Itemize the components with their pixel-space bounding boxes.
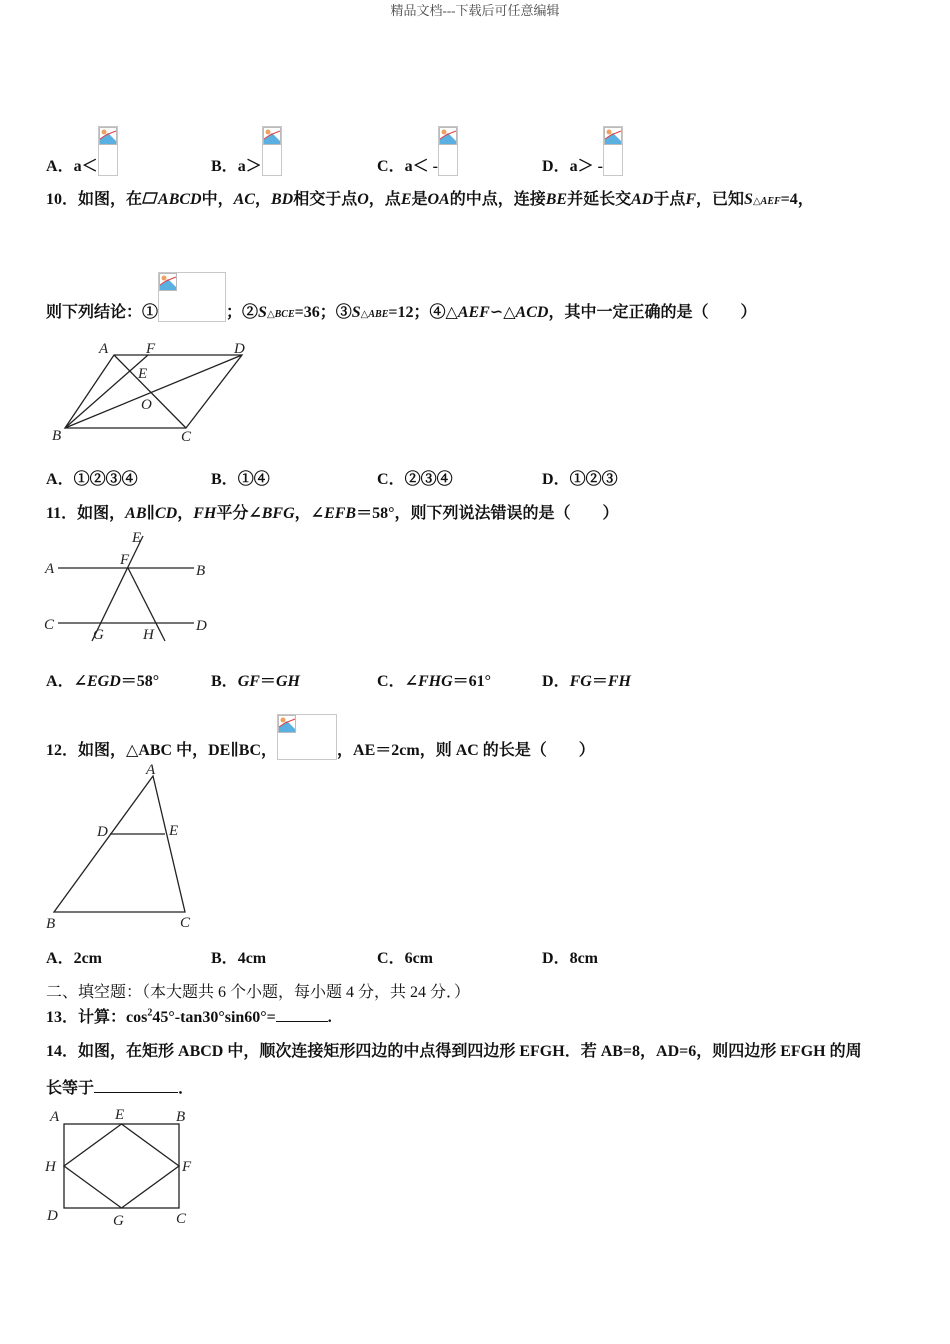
answer-blank[interactable]	[94, 1092, 178, 1093]
label-E: E	[138, 366, 148, 382]
label-E: E	[132, 530, 142, 546]
q10-option-b[interactable]: B．①④	[211, 471, 270, 488]
q12-option-c[interactable]: C．6cm	[377, 950, 434, 967]
q12-option-d[interactable]: D．8cm	[542, 950, 599, 967]
q13-stem: 13．计算：$\cos^245^\circ-\tan 30^\circ\sin 60^\circ=$ .	[46, 1007, 332, 1026]
q10-option-c[interactable]: C．②③④	[377, 471, 453, 488]
q10-stem-line1: 10．如图，在 ABCD中，AC，BD相交于点O，点E是OA的中点，连接BE并延长交AD于点F，已知S△AEF=4，	[46, 191, 814, 208]
q11-option-a[interactable]: A．∠EGD＝58°	[46, 673, 160, 690]
q12-stem: 12．如图，△ABC 中，DE∥BC， ，AE＝2cm，则 AC 的长是（ ）	[46, 714, 595, 760]
section-2-heading: 二、填空题：（本大题共 6 个小题，每小题 4 分，共 24 分．）	[46, 984, 471, 1001]
broken-image-icon	[603, 126, 623, 176]
label-C: C	[44, 617, 55, 633]
q12-option-a[interactable]: A．2cm	[46, 950, 103, 967]
q14-rectangle-figure	[40, 1102, 210, 1230]
q11-option-c[interactable]: C．∠FHG＝61°	[377, 673, 492, 690]
parallelogram-symbol-icon	[142, 191, 158, 209]
label-B: B	[176, 1109, 186, 1125]
q10-option-a[interactable]: A．①②③④	[46, 471, 138, 488]
label-C: C	[180, 915, 191, 931]
label-A: A	[45, 561, 55, 577]
label-G: G	[113, 1213, 124, 1229]
q12-triangle-figure	[40, 758, 210, 934]
label-O: O	[141, 397, 152, 413]
q11-option-d[interactable]: D．FG＝FH	[542, 673, 631, 690]
label-F: F	[120, 552, 130, 568]
broken-image-icon	[158, 272, 226, 322]
label-H: H	[143, 627, 154, 643]
broken-image-icon	[262, 126, 282, 176]
q11-parallel-lines-figure	[40, 528, 220, 648]
label-C: C	[176, 1211, 187, 1227]
q9-option-b[interactable]: B．a＞	[211, 126, 282, 176]
label-E: E	[115, 1107, 125, 1123]
q10-parallelogram-figure	[46, 336, 256, 448]
q9-option-d[interactable]: D．a＞ -	[542, 126, 623, 176]
label-D: D	[97, 824, 108, 840]
label-D: D	[196, 618, 207, 634]
label-H: H	[45, 1159, 56, 1175]
label-G: G	[93, 627, 104, 643]
label-C: C	[181, 429, 192, 445]
label-A: A	[50, 1109, 60, 1125]
label-D: D	[47, 1208, 58, 1224]
label-A: A	[99, 341, 109, 357]
q14-stem-line1: 14．如图，在矩形 ABCD 中，顺次连接矩形四边的中点得到四边形 EFGH．若 AB=8，AD=6，则四边形 EFGH 的周	[46, 1043, 862, 1060]
broken-image-icon	[277, 714, 337, 760]
label-B: B	[196, 563, 206, 579]
label-F: F	[182, 1159, 192, 1175]
page-header: 精品文档---下载后可任意编辑	[390, 3, 560, 18]
answer-blank[interactable]	[276, 1021, 328, 1022]
q11-option-b[interactable]: B．GF＝GH	[211, 673, 300, 690]
label-F: F	[146, 341, 156, 357]
q10-stem-line2: 则下列结论：① ；②S△BCE=36；③S△ABE=12；④△AEF∽△ACD，其中一定正确的是（ ）	[46, 272, 756, 322]
label-A: A	[146, 762, 156, 778]
label-B: B	[52, 428, 62, 444]
q9-option-c[interactable]: C．a＜ -	[377, 126, 458, 176]
label-B: B	[46, 916, 56, 932]
q11-stem: 11．如图，AB∥CD，FH平分∠BFG，∠EFB＝58°，则下列说法错误的是（ ）	[46, 505, 619, 522]
q14-stem-line2: 长等于 ．	[46, 1080, 195, 1097]
broken-image-icon	[98, 126, 118, 176]
q9-option-a[interactable]: A．a＜	[46, 126, 118, 176]
broken-image-icon	[438, 126, 458, 176]
label-E: E	[169, 823, 179, 839]
label-D: D	[234, 341, 245, 357]
q12-option-b[interactable]: B．4cm	[211, 950, 267, 967]
q10-option-d[interactable]: D．①②③	[542, 471, 618, 488]
